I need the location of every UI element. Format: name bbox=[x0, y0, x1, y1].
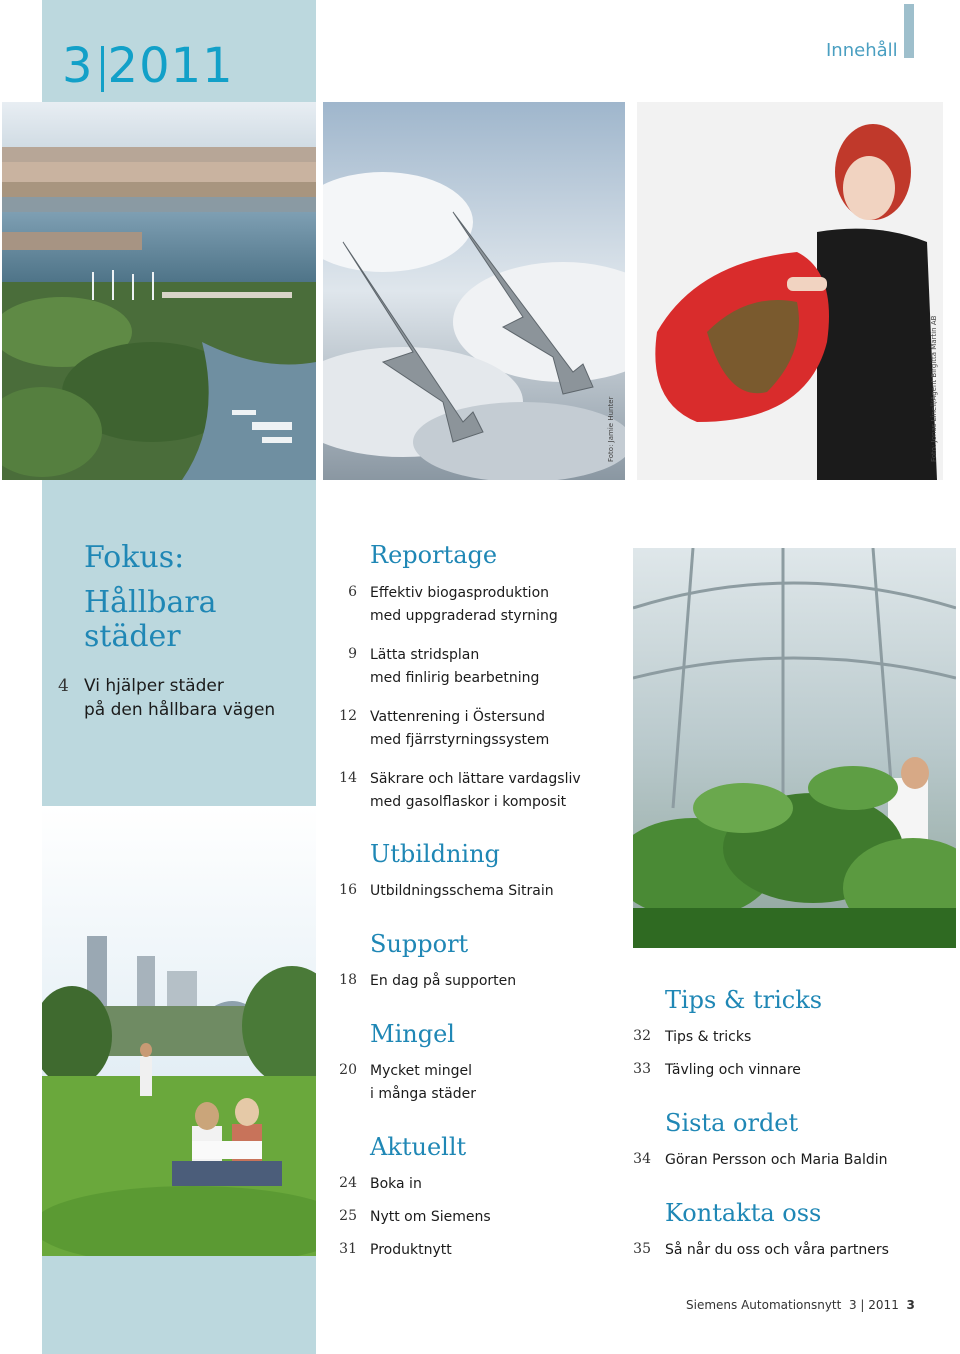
fokus-title-line1: Hållbara bbox=[84, 585, 217, 620]
jets-credit: Foto: Jamie Hunter bbox=[607, 396, 615, 462]
footer-page-number: 3 bbox=[906, 1298, 915, 1312]
toc-entry-line: Göran Persson och Maria Baldin bbox=[665, 1152, 888, 1168]
toc-entry-line: med fjärrstyrningssystem bbox=[370, 732, 550, 748]
toc-entry-gasolflaskor[interactable] bbox=[370, 768, 610, 814]
toc-entry-line: Säkrare och lättare vardagsliv bbox=[370, 771, 581, 787]
footer-issue: 3 | 2011 bbox=[848, 1298, 899, 1312]
issue-left: 3 bbox=[62, 38, 94, 94]
toc-entry-line: En dag på supporten bbox=[370, 973, 517, 989]
toc-entry-biogas[interactable] bbox=[370, 582, 610, 628]
toc-page-number: 14 bbox=[339, 770, 357, 786]
toc-entry-vattenrening[interactable] bbox=[370, 706, 610, 752]
toc-entry-nytt-om-siemens[interactable] bbox=[370, 1206, 610, 1229]
issue-year: 2011 bbox=[107, 38, 234, 94]
toc-entry-mingel[interactable] bbox=[370, 1060, 610, 1106]
toc-page-number: 24 bbox=[339, 1175, 357, 1191]
stockholm-aerial-photo bbox=[2, 102, 316, 480]
toc-page-number: 32 bbox=[633, 1028, 651, 1044]
section-heading-tips: Tips & tricks bbox=[665, 986, 823, 1014]
issue-divider bbox=[101, 46, 104, 92]
toc-entry-line: Nytt om Siemens bbox=[370, 1209, 491, 1225]
toc-page-number: 12 bbox=[339, 708, 357, 724]
toc-page-number: 16 bbox=[339, 882, 357, 898]
toc-entry-line: med gasolflaskor i komposit bbox=[370, 794, 567, 810]
greenhouse-lotus-photo bbox=[633, 548, 956, 948]
section-heading-support: Support bbox=[370, 930, 469, 958]
toc-entry-line: Effektiv biogasproduktion bbox=[370, 585, 550, 601]
toc-entry-line: Vattenrening i Östersund bbox=[370, 709, 546, 725]
page-footer bbox=[686, 1298, 915, 1312]
toc-page-number: 9 bbox=[348, 646, 357, 662]
fokus-text-line1: Vi hjälper städer bbox=[84, 676, 224, 696]
toc-entry-line: Lätta stridsplan bbox=[370, 647, 480, 663]
toc-entry-line: Tips & tricks bbox=[665, 1029, 752, 1045]
fokus-heading: Fokus: bbox=[84, 540, 185, 575]
toc-page-number: 18 bbox=[339, 972, 357, 988]
toc-entry-tavling[interactable] bbox=[665, 1059, 905, 1082]
toc-entry-boka-in[interactable] bbox=[370, 1173, 610, 1196]
fokus-text-line2: på den hållbara vägen bbox=[84, 700, 276, 720]
section-label-bar bbox=[904, 4, 914, 58]
woman-gas-bottle-photo bbox=[637, 102, 943, 480]
section-heading-mingel: Mingel bbox=[370, 1020, 455, 1048]
toc-page-number: 20 bbox=[339, 1062, 357, 1078]
toc-entry-tips-tricks[interactable] bbox=[665, 1026, 905, 1049]
toc-entry-line: Boka in bbox=[370, 1176, 422, 1192]
section-heading-reportage: Reportage bbox=[370, 541, 498, 569]
fokus-text[interactable] bbox=[84, 674, 309, 722]
section-heading-sista-ordet: Sista ordet bbox=[665, 1109, 799, 1137]
toc-page-number: 6 bbox=[348, 584, 357, 600]
fokus-title-line2: städer bbox=[84, 619, 181, 654]
toc-entry-sista-ordet[interactable] bbox=[665, 1149, 945, 1172]
footer-publication: Siemens Automationsnytt bbox=[686, 1298, 842, 1312]
section-heading-utbildning: Utbildning bbox=[370, 840, 500, 868]
fokus-title bbox=[84, 586, 284, 654]
toc-page-number: 34 bbox=[633, 1151, 651, 1167]
toc-page-number: 25 bbox=[339, 1208, 357, 1224]
toc-entry-stridsplan[interactable] bbox=[370, 644, 610, 690]
section-label: Innehåll bbox=[826, 40, 898, 61]
toc-entry-line: Utbildningsschema Sitrain bbox=[370, 883, 554, 899]
toc-entry-line: Mycket mingel bbox=[370, 1063, 473, 1079]
toc-entry-produktnytt[interactable] bbox=[370, 1239, 610, 1262]
section-heading-kontakta-oss: Kontakta oss bbox=[665, 1199, 822, 1227]
park-students-photo bbox=[42, 806, 316, 1256]
toc-entry-supporten[interactable] bbox=[370, 970, 610, 993]
toc-page-number: 33 bbox=[633, 1061, 651, 1077]
toc-page-number: 35 bbox=[633, 1241, 651, 1257]
woman-credit: Foto: Jonas Linell/Agent Birgitta Martin AB bbox=[930, 315, 938, 462]
issue-number bbox=[62, 38, 234, 94]
toc-entry-line: i många städer bbox=[370, 1086, 476, 1102]
toc-entry-line: Produktnytt bbox=[370, 1242, 452, 1258]
section-heading-aktuellt: Aktuellt bbox=[370, 1133, 467, 1161]
toc-entry-kontakta[interactable] bbox=[665, 1239, 945, 1262]
toc-page-number: 31 bbox=[339, 1241, 357, 1257]
toc-entry-line: med finlirig bearbetning bbox=[370, 670, 540, 686]
fokus-page-number: 4 bbox=[58, 676, 69, 696]
toc-entry-sitrain[interactable] bbox=[370, 880, 610, 903]
toc-entry-line: Så når du oss och våra partners bbox=[665, 1242, 889, 1258]
toc-entry-line: med uppgraderad styrning bbox=[370, 608, 558, 624]
toc-entry-line: Tävling och vinnare bbox=[665, 1062, 801, 1078]
fighter-jets-photo bbox=[323, 102, 625, 480]
